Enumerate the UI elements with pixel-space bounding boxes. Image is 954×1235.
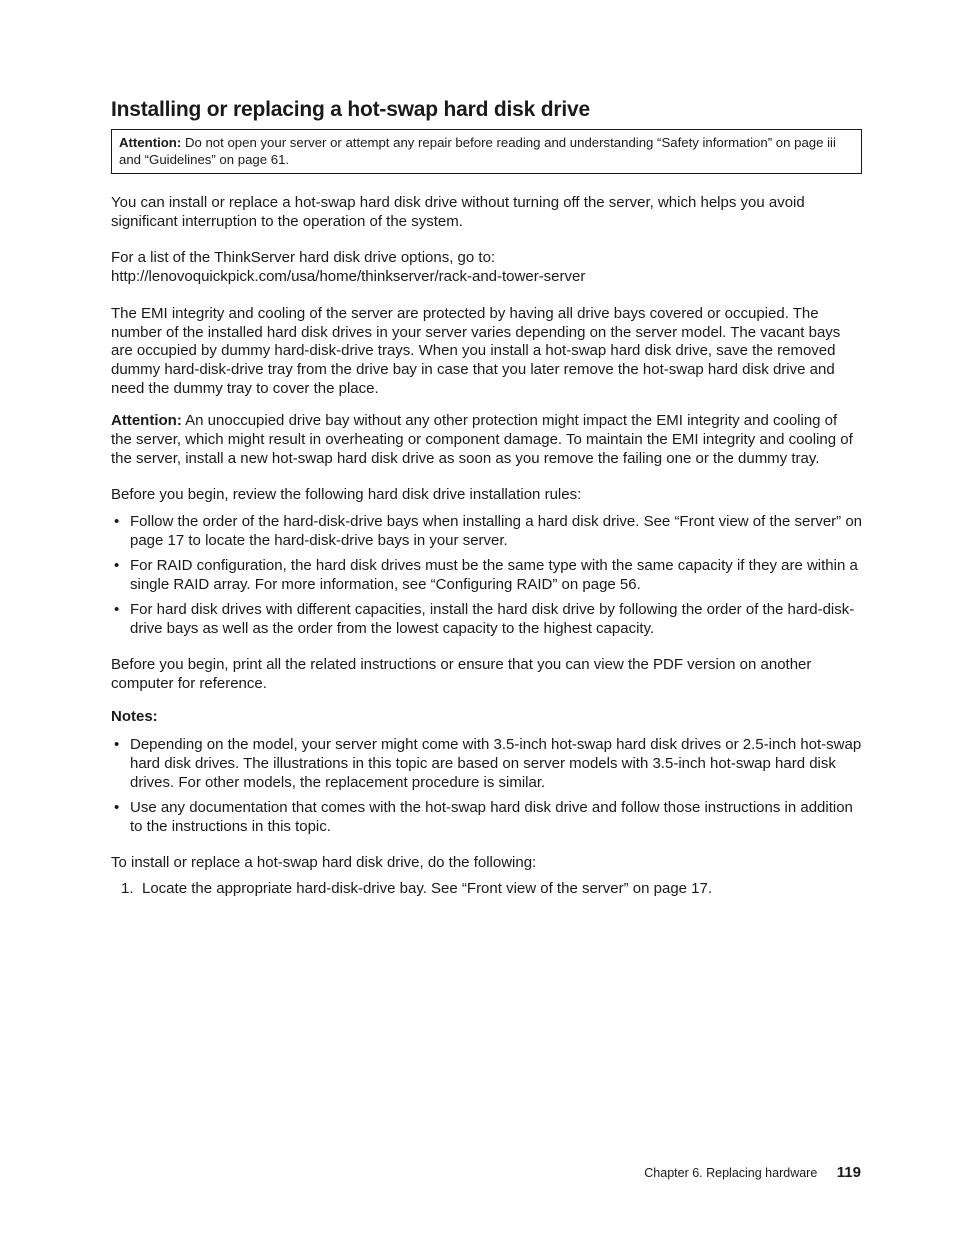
procedure-lead-paragraph: To install or replace a hot-swap hard disk drive, do the following: [111,854,537,872]
attention-text: An unoccupied drive bay without any other protection might impact the EMI integrity and cooling of the server, which might result in overheating or component damage. To maintain the EMI integrity and cooling of the server, install a new hot-swap hard disk drive as soon as you remove the failing one or the dummy tray. [111,412,853,467]
step-item [111,880,862,899]
list-item [111,799,862,836]
attention-label: Attention: [111,412,182,430]
list-item-text: For hard disk drives with different capacities, install the hard disk drive by following the order of the hard-disk-drive bays as well as the order from the lowest capacity to the highest capacity. [130,600,855,637]
list-item [111,513,862,550]
list-item-text: Use any documentation that comes with the hot-swap hard disk drive and follow those instructions in addition to the instructions in this topic. [130,799,853,835]
notes-heading: Notes: [111,707,158,725]
list-item-text: Depending on the model, your server might come with 3.5-inch hot-swap hard disk drives or 2.5-inch hot-swap hard disk drives. The illustrations in this topic are based on server models with 3.5-inch hot-swap hard disk drives. For other models, the replacement procedure is similar. [130,736,862,791]
notes-list [111,736,862,836]
page-title: Installing or replacing a hot-swap hard disk drive [111,98,590,121]
bullet-icon: • [114,736,120,754]
procedure-steps [111,880,862,899]
options-paragraph [111,249,862,286]
rules-lead-paragraph: Before you begin, review the following hard disk drive installation rules: [111,486,582,504]
bullet-icon: • [114,799,120,817]
print-note-paragraph: Before you begin, print all the related instructions or ensure that you can view the PDF version on another computer for reference. [111,656,812,693]
list-item [111,736,862,792]
rules-list [111,513,862,638]
bullet-icon: • [114,600,120,618]
step-number: 1. [121,880,134,898]
options-lead-text: For a list of the ThinkServer hard disk drive options, go to: [111,249,496,267]
attention-box-text: Do not open your server or attempt any repair before reading and understanding “Safety information” on page iii and “Guidelines” on page 61. [119,135,836,167]
document-page [111,96,862,899]
bullet-icon: • [114,513,120,531]
attention-box [111,129,862,174]
list-item [111,601,862,638]
options-url-link[interactable]: http://lenovoquickpick.com/usa/home/thinkserver/rack-and-tower-server [111,268,586,286]
attention-box-label: Attention: [119,135,182,150]
list-item-text: For RAID configuration, the hard disk drives must be the same type with the same capacity if they are within a single RAID array. For more information, see “Configuring RAID” on page 56. [130,557,858,593]
list-item-text: Follow the order of the hard-disk-drive bays when installing a hard disk drive. See “Front view of the server” on page 17 to locate the hard-disk-drive bays in your server. [130,513,863,549]
attention-paragraph [111,412,862,468]
emi-paragraph: The EMI integrity and cooling of the server are protected by having all drive bays covered or occupied. The number of the installed hard disk drives in your server varies depending on the server model. The vacant bays are occupied by dummy hard-disk-drive trays. When you install a hot-swap hard disk drive, save the removed dummy hard-disk-drive tray from the drive bay in case that you later remove the hot-swap hard disk drive and need the dummy tray to cover the place. [111,304,841,397]
list-item [111,557,862,594]
step-text: Locate the appropriate hard-disk-drive bay. See “Front view of the server” on page 17. [142,880,713,898]
footer-chapter: Chapter 6. Replacing hardware [644,1166,818,1180]
intro-paragraph: You can install or replace a hot-swap hard disk drive without turning off the server, which helps you avoid significant interruption to the operation of the system. [111,194,805,230]
page-footer [644,1163,861,1183]
bullet-icon: • [114,557,120,575]
page-number: 119 [836,1164,861,1181]
